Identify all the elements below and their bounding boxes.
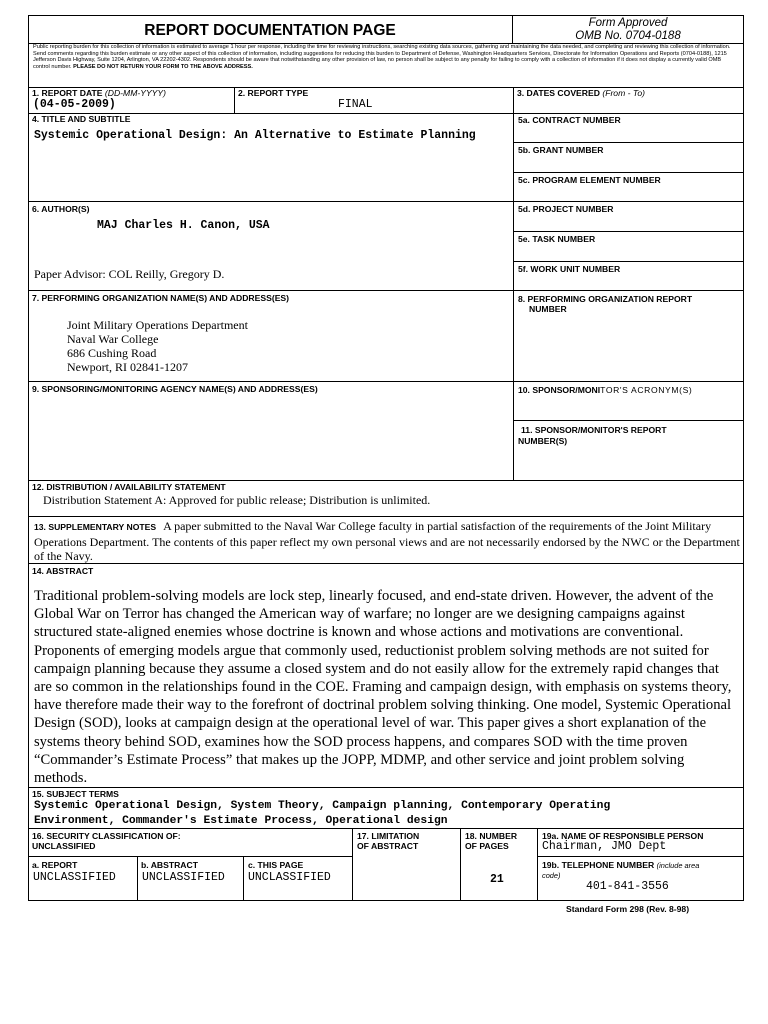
number-of-pages-label-2: OF PAGES xyxy=(465,841,509,851)
page-classification-value: UNCLASSIFIED xyxy=(248,871,331,884)
burden-warning: PLEASE DO NOT RETURN YOUR FORM TO THE ABOVE ADDRESS. xyxy=(73,63,253,70)
subject-terms-label: 15. SUBJECT TERMS xyxy=(32,789,119,799)
telephone-value: 401-841-3556 xyxy=(586,880,669,893)
abstract-label: 14. ABSTRACT xyxy=(32,566,94,576)
abstract-classification-value: UNCLASSIFIED xyxy=(142,871,225,884)
supplementary-value: A paper submitted to the Naval War College faculty in partial satisfaction of the requirements of the Joint Military Operations Department. The contents of this paper reflect my own personal views and are not necessarily endorsed by the NWC or the Department of the Navy. xyxy=(34,519,740,563)
report-date-value: (04-05-2009) xyxy=(33,98,116,111)
sponsor-report-label-2: NUMBER(S) xyxy=(518,436,568,446)
distribution-value: Distribution Statement A: Approved for public release; Distribution is unlimited. xyxy=(43,493,431,507)
contract-number-label: 5a. CONTRACT NUMBER xyxy=(518,115,621,125)
author-label: 6. AUTHOR(S) xyxy=(32,204,90,214)
limitation-label: 17. LIMITATION xyxy=(357,831,420,841)
performing-report-label-2: NUMBER xyxy=(529,304,567,314)
sponsoring-agency-label: 9. SPONSORING/MONITORING AGENCY NAME(S) AND ADDRESS(ES) xyxy=(32,384,318,394)
omb-number: OMB No. 0704-0188 xyxy=(575,30,681,42)
performing-org-line-4: Newport, RI 02841-1207 xyxy=(67,360,188,374)
grant-number-label: 5b. GRANT NUMBER xyxy=(518,145,604,155)
performing-org-line-3: 686 Cushing Road xyxy=(67,346,157,360)
report-classification-label: a. REPORT xyxy=(32,860,78,870)
subject-terms-line-1: Systemic Operational Design, System Theory, Campaign planning, Contemporary Operating xyxy=(34,800,611,812)
title-label: 4. TITLE AND SUBTITLE xyxy=(32,114,131,124)
supplementary-label: 13. SUPPLEMENTARY NOTES xyxy=(34,522,157,532)
performing-report-label: 8. PERFORMING ORGANIZATION REPORT xyxy=(518,294,693,304)
security-classification-label: 16. SECURITY CLASSIFICATION OF: xyxy=(32,831,181,841)
advisor-value: Paper Advisor: COL Reilly, Gregory D. xyxy=(34,267,225,281)
performing-org-line-1: Joint Military Operations Department xyxy=(67,318,248,332)
responsible-person-value: Chairman, JMO Dept xyxy=(542,840,667,853)
report-type-value: FINAL xyxy=(338,98,373,111)
number-of-pages-label: 18. NUMBER xyxy=(465,831,518,841)
number-of-pages-value: 21 xyxy=(490,873,504,886)
abstract-classification-label: b. ABSTRACT xyxy=(141,860,198,870)
author-value: MAJ Charles H. Canon, USA xyxy=(97,219,270,232)
sponsor-report-label: 11. SPONSOR/MONITOR'S REPORT xyxy=(521,425,667,435)
report-type-label: 2. REPORT TYPE xyxy=(238,88,309,98)
form-approved-label: Form Approved xyxy=(588,17,668,29)
supplementary-notes xyxy=(34,519,740,564)
report-classification-value: UNCLASSIFIED xyxy=(33,871,116,884)
program-element-label: 5c. PROGRAM ELEMENT NUMBER xyxy=(518,175,661,185)
sponsor-acronym-label: 10. SPONSOR/MONITOR'S ACRONYM(S) xyxy=(518,385,693,395)
subject-terms-line-2: Environment, Commander's Estimate Process, Operational design xyxy=(34,815,448,827)
security-classification-value: UNCLASSIFIED xyxy=(32,841,96,851)
dates-covered-label: 3. DATES COVERED (From - To) xyxy=(517,88,645,98)
abstract-text: Traditional problem-solving models are lock step, linearly focused, and end-state driven. However, the advent of the Global War on Terror has changed the American way of warfare; no longer are we designing campaigns against structured state-aligned enemies whose doctrine is known and whose actions and motivations are conventional. Proponents of emerging models argue that commonly used, reductionist problem solving methods are not suited for campaign planning because they assume a closed system and do not easily allow for the extremely rapid changes that are so common in the relationships found in the COE. Framing and campaign design, with emphasis on systems theory, have therefore made their way to the forefront of doctrinal problem solving thinking. One model, Systemic Operational Design (SOD), looks at campaign design at the operational level of war. This paper gives a short explanation of the systems theory behind SOD, examines how the SOD process happens, and compares SOD with the time proven “Commander’s Estimate Process” that makes up the JOPP, MDMP, and other service and joint problem solving methods. xyxy=(34,588,732,787)
limitation-label-2: OF ABSTRACT xyxy=(357,841,419,851)
title-value: Systemic Operational Design: An Alternative to Estimate Planning xyxy=(34,129,476,142)
distribution-label: 12. DISTRIBUTION / AVAILABILITY STATEMENT xyxy=(32,482,226,492)
burden-statement xyxy=(33,44,739,70)
form-number: Standard Form 298 (Rev. 8-98) xyxy=(566,904,690,914)
responsible-person-label: 19a. NAME OF RESPONSIBLE PERSON xyxy=(542,831,704,841)
burden-text: Public reporting burden for this collection of information is estimated to average 1 hour per response, including the time for reviewing instructions, searching existing data sources, gathering and maintaining the data needed, and completing and reviewing this collection of information. Send comments regarding this burden estimate or any other aspect of this collection of information, including suggestions for reducing this burden to Department of Defense, Washington Headquarters Services, Directorate for Information Operations and Reports (0704-0188), 1215 Jefferson Davis Highway, Suite 1204, Arlington, VA 22202-4302. Respondents should be aware that notwithstanding any other provision of law, no person shall be subject to any penalty for failing to comply with a collection of information if it does not display a currently valid OMB control number. xyxy=(33,44,731,70)
report-date-label: 1. REPORT DATE (DD-MM-YYYY) xyxy=(32,88,167,98)
telephone-label: 19b. TELEPHONE NUMBER (include area xyxy=(542,860,700,870)
page-title: REPORT DOCUMENTATION PAGE xyxy=(144,22,396,39)
work-unit-label: 5f. WORK UNIT NUMBER xyxy=(518,264,621,274)
telephone-hint: code) xyxy=(542,871,561,880)
performing-org-label: 7. PERFORMING ORGANIZATION NAME(S) AND ADDRESS(ES) xyxy=(32,293,290,303)
page-classification-label: c. THIS PAGE xyxy=(248,860,304,870)
project-number-label: 5d. PROJECT NUMBER xyxy=(518,204,614,214)
task-number-label: 5e. TASK NUMBER xyxy=(518,234,596,244)
performing-org-line-2: Naval War College xyxy=(67,332,159,346)
